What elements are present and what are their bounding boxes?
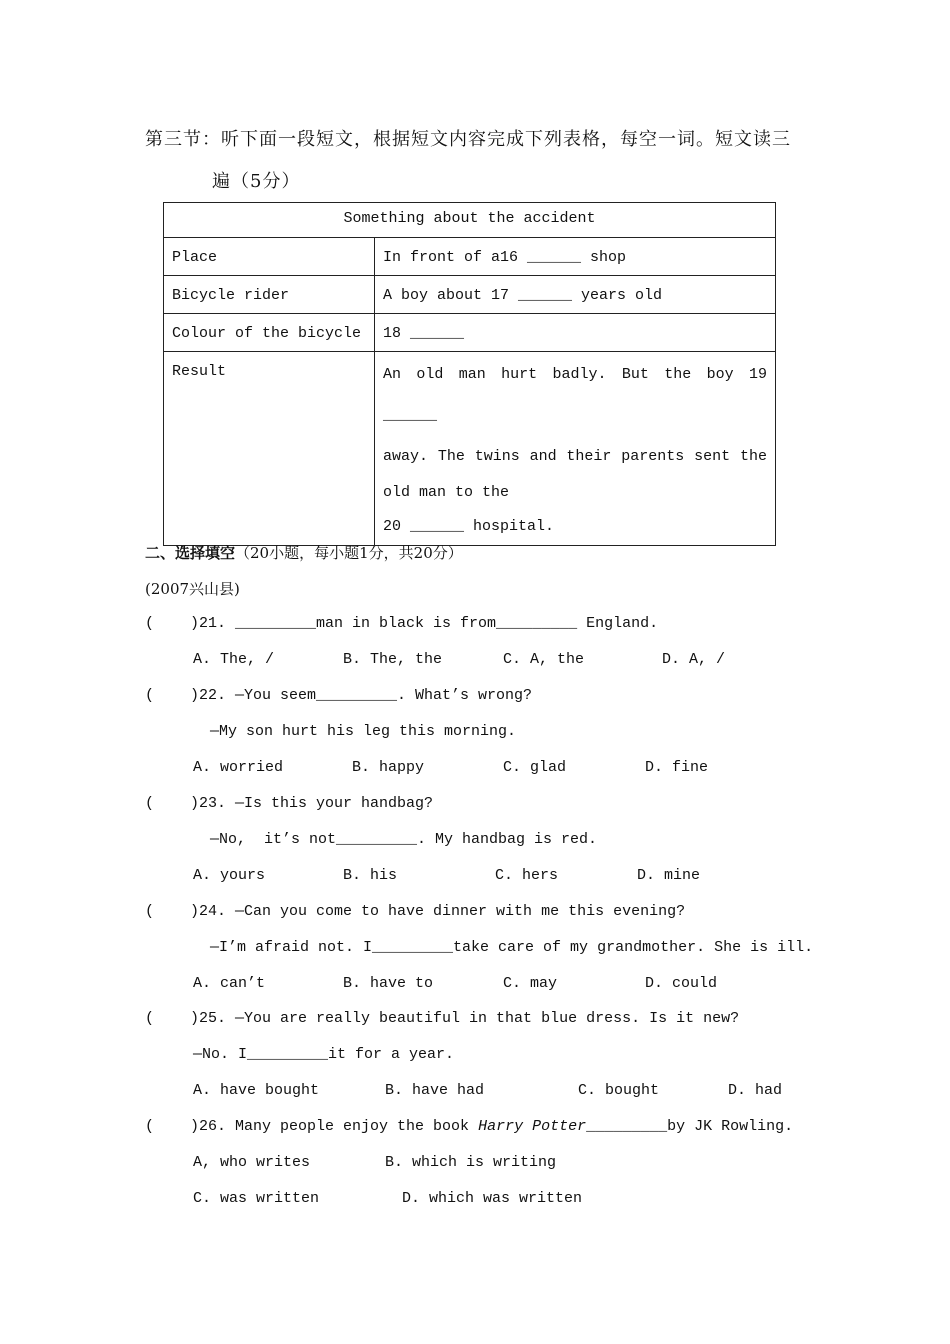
row-label-colour: Colour of the bicycle <box>164 314 375 352</box>
question-25-reply: —No. I_________it for a year. <box>193 1046 455 1063</box>
q21-option-d: D. A, / <box>662 651 726 668</box>
q25-option-b: B. have had <box>385 1082 485 1099</box>
q23-option-c: C. hers <box>495 867 559 884</box>
table-row <box>164 314 776 352</box>
question-22-reply: —My son hurt his leg this morning. <box>210 723 517 740</box>
section2-title-bold: 二、选择填空 <box>145 544 236 562</box>
accident-table <box>163 202 776 546</box>
question-24-reply: —I’m afraid not. I_________take care of my grandmother. She is ill. <box>210 939 814 956</box>
q24-option-c: C. may <box>503 975 558 992</box>
result-line1: An old man hurt badly. But the boy 19 ______ <box>383 366 767 424</box>
section3-heading-line1: 第三节：听下面一段短文，根据短文内容完成下列表格，每空一词。短文读三 <box>145 129 791 150</box>
table-row <box>164 352 776 546</box>
q25-option-c: C. bought <box>578 1082 660 1099</box>
section2-title-rest: （20小题，每小题1分，共20分） <box>235 544 463 562</box>
question-21-stem: ( )21. _________man in black is from_________ England. <box>145 615 659 632</box>
q24-option-a: A. can’t <box>193 975 266 992</box>
q22-option-d: D. fine <box>645 759 709 776</box>
table-row <box>164 238 776 276</box>
question-22-stem: ( )22. —You seem_________. What’s wrong? <box>145 687 533 704</box>
question-25-stem: ( )25. —You are really beautiful in that blue dress. Is it new? <box>145 1010 740 1027</box>
q22-option-c: C. glad <box>503 759 567 776</box>
table-title: Something about the accident <box>164 203 776 238</box>
q26-book-title: Harry Potter <box>478 1118 587 1135</box>
q23-option-a: A. yours <box>193 867 266 884</box>
q23-option-b: B. his <box>343 867 398 884</box>
section2-heading <box>145 542 463 563</box>
q26-stem-pre: ( )26. Many people enjoy the book <box>145 1118 479 1135</box>
q21-option-a: A. The, / <box>193 651 275 668</box>
question-24-stem: ( )24. —Can you come to have dinner with me this evening? <box>145 903 686 920</box>
row-label-rider: Bicycle rider <box>164 276 375 314</box>
q26-stem-post: _________by JK Rowling. <box>586 1118 794 1135</box>
row-label-result: Result <box>164 352 375 546</box>
table-row <box>164 276 776 314</box>
q21-option-b: B. The, the <box>343 651 443 668</box>
q21-option-c: C. A, the <box>503 651 585 668</box>
row-value-place: In front of a16 ______ shop <box>375 238 776 276</box>
q25-option-a: A. have bought <box>193 1082 320 1099</box>
section2-source: (2007兴山县) <box>145 580 240 598</box>
row-value-colour: 18 ______ <box>375 314 776 352</box>
row-value-result <box>375 352 776 546</box>
q25-option-d: D. had <box>728 1082 783 1099</box>
result-line2: away. The twins and their parents sent the <box>383 448 767 465</box>
q26-option-b: B. which is writing <box>385 1154 557 1171</box>
result-line4: 20 ______ hospital. <box>383 518 555 535</box>
q26-option-c: C. was written <box>193 1190 320 1207</box>
q23-option-d: D. mine <box>637 867 701 884</box>
q22-option-b: B. happy <box>352 759 425 776</box>
q24-option-b: B. have to <box>343 975 434 992</box>
q26-option-d: D. which was written <box>402 1190 583 1207</box>
result-line3: old man to the <box>383 484 510 501</box>
row-label-place: Place <box>164 238 375 276</box>
question-23-reply: —No, it’s not_________. My handbag is red. <box>210 831 598 848</box>
section3-heading-line2: 遍（5分） <box>212 171 301 192</box>
q22-option-a: A. worried <box>193 759 284 776</box>
q26-option-a: A, who writes <box>193 1154 311 1171</box>
q24-option-d: D. could <box>645 975 718 992</box>
question-26-stem <box>145 1118 793 1135</box>
question-23-stem: ( )23. —Is this your handbag? <box>145 795 434 812</box>
row-value-rider: A boy about 17 ______ years old <box>375 276 776 314</box>
